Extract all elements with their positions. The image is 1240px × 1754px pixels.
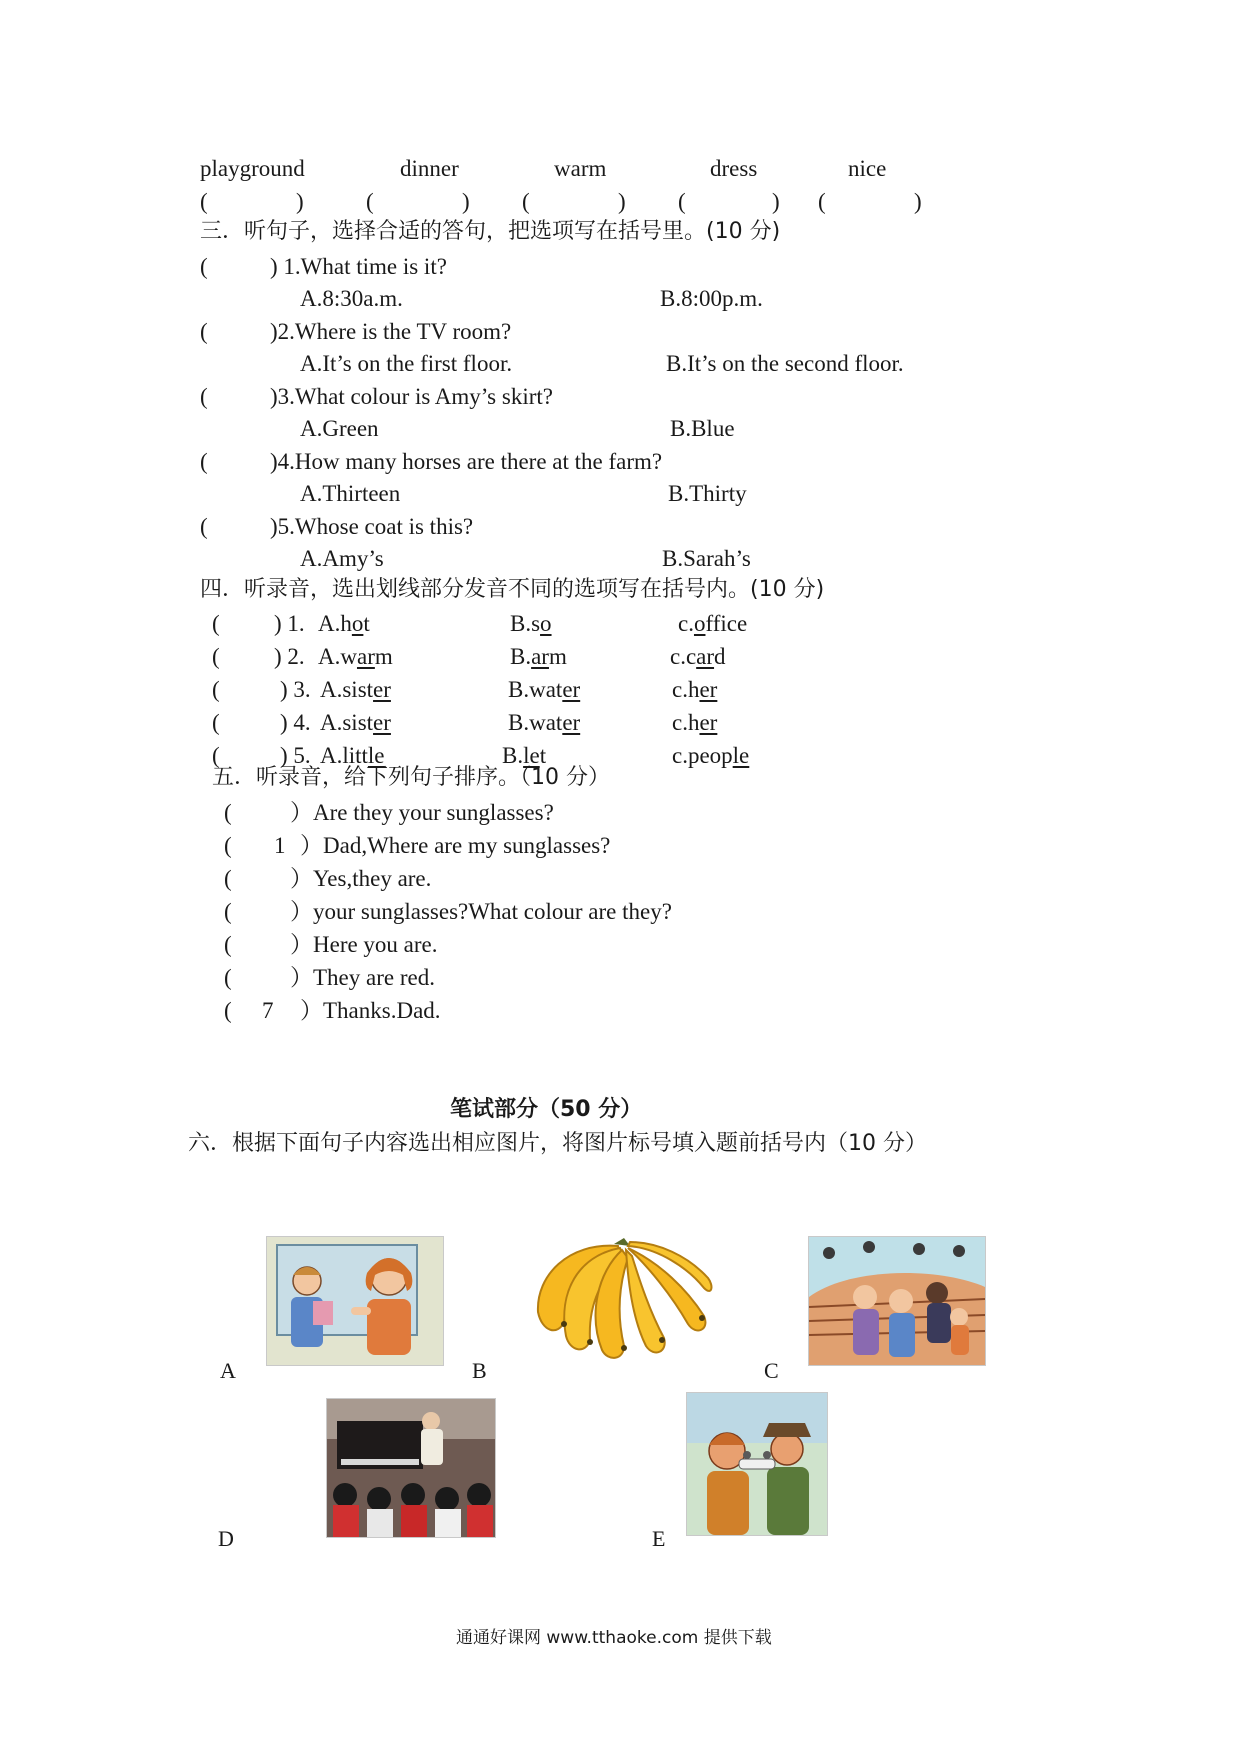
footer-text: 通通好课网 www.tthaoke.com 提供下载 <box>456 1628 772 1648</box>
answer-paren-open: ( <box>200 449 208 474</box>
answer-paren-open: ( <box>212 677 220 702</box>
option-b: B.It’s on the second floor. <box>666 351 904 376</box>
picture-e-illustration <box>687 1393 827 1535</box>
picture-b <box>528 1232 714 1368</box>
section3-heading: 三．听句子，选择合适的答句，把选项写在括号里。(10 分) <box>200 219 781 244</box>
option-a: A.hot <box>318 611 370 636</box>
picture-label-d: D <box>218 1526 234 1551</box>
word-2: dinner <box>400 156 459 181</box>
section6-heading: 六．根据下面句子内容选出相应图片，将图片标号填入题前括号内（10 分） <box>188 1131 927 1156</box>
picture-e <box>686 1392 828 1536</box>
picture-label-a: A <box>220 1358 236 1383</box>
option-a: A.sister <box>320 677 391 702</box>
question-text: )5.Whose coat is this? <box>270 514 474 539</box>
answer-paren-open: ( <box>678 189 686 214</box>
sentence-text: ）Are they your sunglasses? <box>290 800 554 825</box>
written-part-title: 笔试部分（50 分） <box>450 1097 643 1122</box>
option-a: A.sister <box>320 710 391 735</box>
answer-paren-open: ( <box>200 189 208 214</box>
section5-heading: 五．听录音，给下列句子排序。（10 分） <box>212 765 610 790</box>
answer-paren-open: ( <box>224 833 232 858</box>
word-3: warm <box>554 156 607 181</box>
option-b: B.water <box>508 677 581 702</box>
picture-d-illustration <box>327 1399 495 1537</box>
sentence-text: ）Here you are. <box>290 932 438 957</box>
option-b: B.let <box>502 743 547 768</box>
picture-d <box>326 1398 496 1538</box>
question-text: )3.What colour is Amy’s skirt? <box>270 384 553 409</box>
answer-paren-open: ( <box>224 800 232 825</box>
option-a: A.8:30a.m. <box>300 286 403 311</box>
section4-heading: 四．听录音，选出划线部分发音不同的选项写在括号内。(10 分) <box>200 577 825 602</box>
question-text: ) 1.What time is it? <box>270 254 447 279</box>
picture-c <box>808 1236 986 1366</box>
option-c: c.people <box>672 743 750 768</box>
picture-label-e: E <box>652 1526 666 1551</box>
option-a: A.Amy’s <box>300 546 384 571</box>
option-a: A.Green <box>300 416 379 441</box>
item-number: ) 5. <box>280 743 311 768</box>
option-b: B.8:00p.m. <box>660 286 763 311</box>
picture-a-illustration <box>267 1237 443 1365</box>
order-number: 7 <box>262 998 274 1023</box>
word-5: nice <box>848 156 887 181</box>
option-c: c.her <box>672 710 718 735</box>
item-number: ) 2. <box>274 644 305 669</box>
option-b: B.so <box>510 611 552 636</box>
option-c: c.her <box>672 677 718 702</box>
answer-paren-close: ) <box>462 189 470 214</box>
answer-paren-open: ( <box>224 998 232 1023</box>
answer-paren-close: ) <box>618 189 626 214</box>
answer-paren-close: ) <box>296 189 304 214</box>
answer-paren-open: ( <box>200 514 208 539</box>
option-a: A.warm <box>318 644 393 669</box>
item-number: ) 1. <box>274 611 305 636</box>
sentence-text: ）Thanks.Dad. <box>300 998 441 1023</box>
option-b: B.arm <box>510 644 567 669</box>
answer-paren-open: ( <box>200 254 208 279</box>
answer-paren-open: ( <box>212 644 220 669</box>
item-number: ) 3. <box>280 677 311 702</box>
option-c: c.office <box>678 611 748 636</box>
picture-label-b: B <box>472 1358 487 1383</box>
option-a: A.little <box>320 743 385 768</box>
sentence-text: ）your sunglasses?What colour are they? <box>290 899 672 924</box>
option-a: A.It’s on the first floor. <box>300 351 513 376</box>
answer-paren-open: ( <box>212 710 220 735</box>
option-b: B.Thirty <box>668 481 747 506</box>
sentence-text: ）They are red. <box>290 965 435 990</box>
question-text: )2.Where is the TV room? <box>270 319 512 344</box>
option-b: B.Sarah’s <box>662 546 751 571</box>
answer-paren-open: ( <box>224 899 232 924</box>
answer-paren-open: ( <box>212 611 220 636</box>
item-number: ) 4. <box>280 710 311 735</box>
picture-label-c: C <box>764 1358 779 1383</box>
sentence-text: ）Dad,Where are my sunglasses? <box>300 833 611 858</box>
answer-paren-open: ( <box>224 866 232 891</box>
answer-paren-open: ( <box>200 384 208 409</box>
option-c: c.card <box>670 644 726 669</box>
question-text: )4.How many horses are there at the farm? <box>270 449 663 474</box>
order-number: 1 <box>274 833 286 858</box>
banana-illustration <box>528 1232 714 1368</box>
answer-paren-open: ( <box>522 189 530 214</box>
option-b: B.Blue <box>670 416 735 441</box>
answer-paren-open: ( <box>212 743 220 768</box>
sentence-text: ）Yes,they are. <box>290 866 432 891</box>
picture-c-illustration <box>809 1237 985 1365</box>
word-1: playground <box>200 156 305 181</box>
option-a: A.Thirteen <box>300 481 401 506</box>
answer-paren-open: ( <box>366 189 374 214</box>
answer-paren-open: ( <box>818 189 826 214</box>
picture-a <box>266 1236 444 1366</box>
word-4: dress <box>710 156 758 181</box>
answer-paren-open: ( <box>224 932 232 957</box>
answer-paren-close: ) <box>914 189 922 214</box>
answer-paren-open: ( <box>224 965 232 990</box>
answer-paren-close: ) <box>772 189 780 214</box>
answer-paren-open: ( <box>200 319 208 344</box>
option-b: B.water <box>508 710 581 735</box>
